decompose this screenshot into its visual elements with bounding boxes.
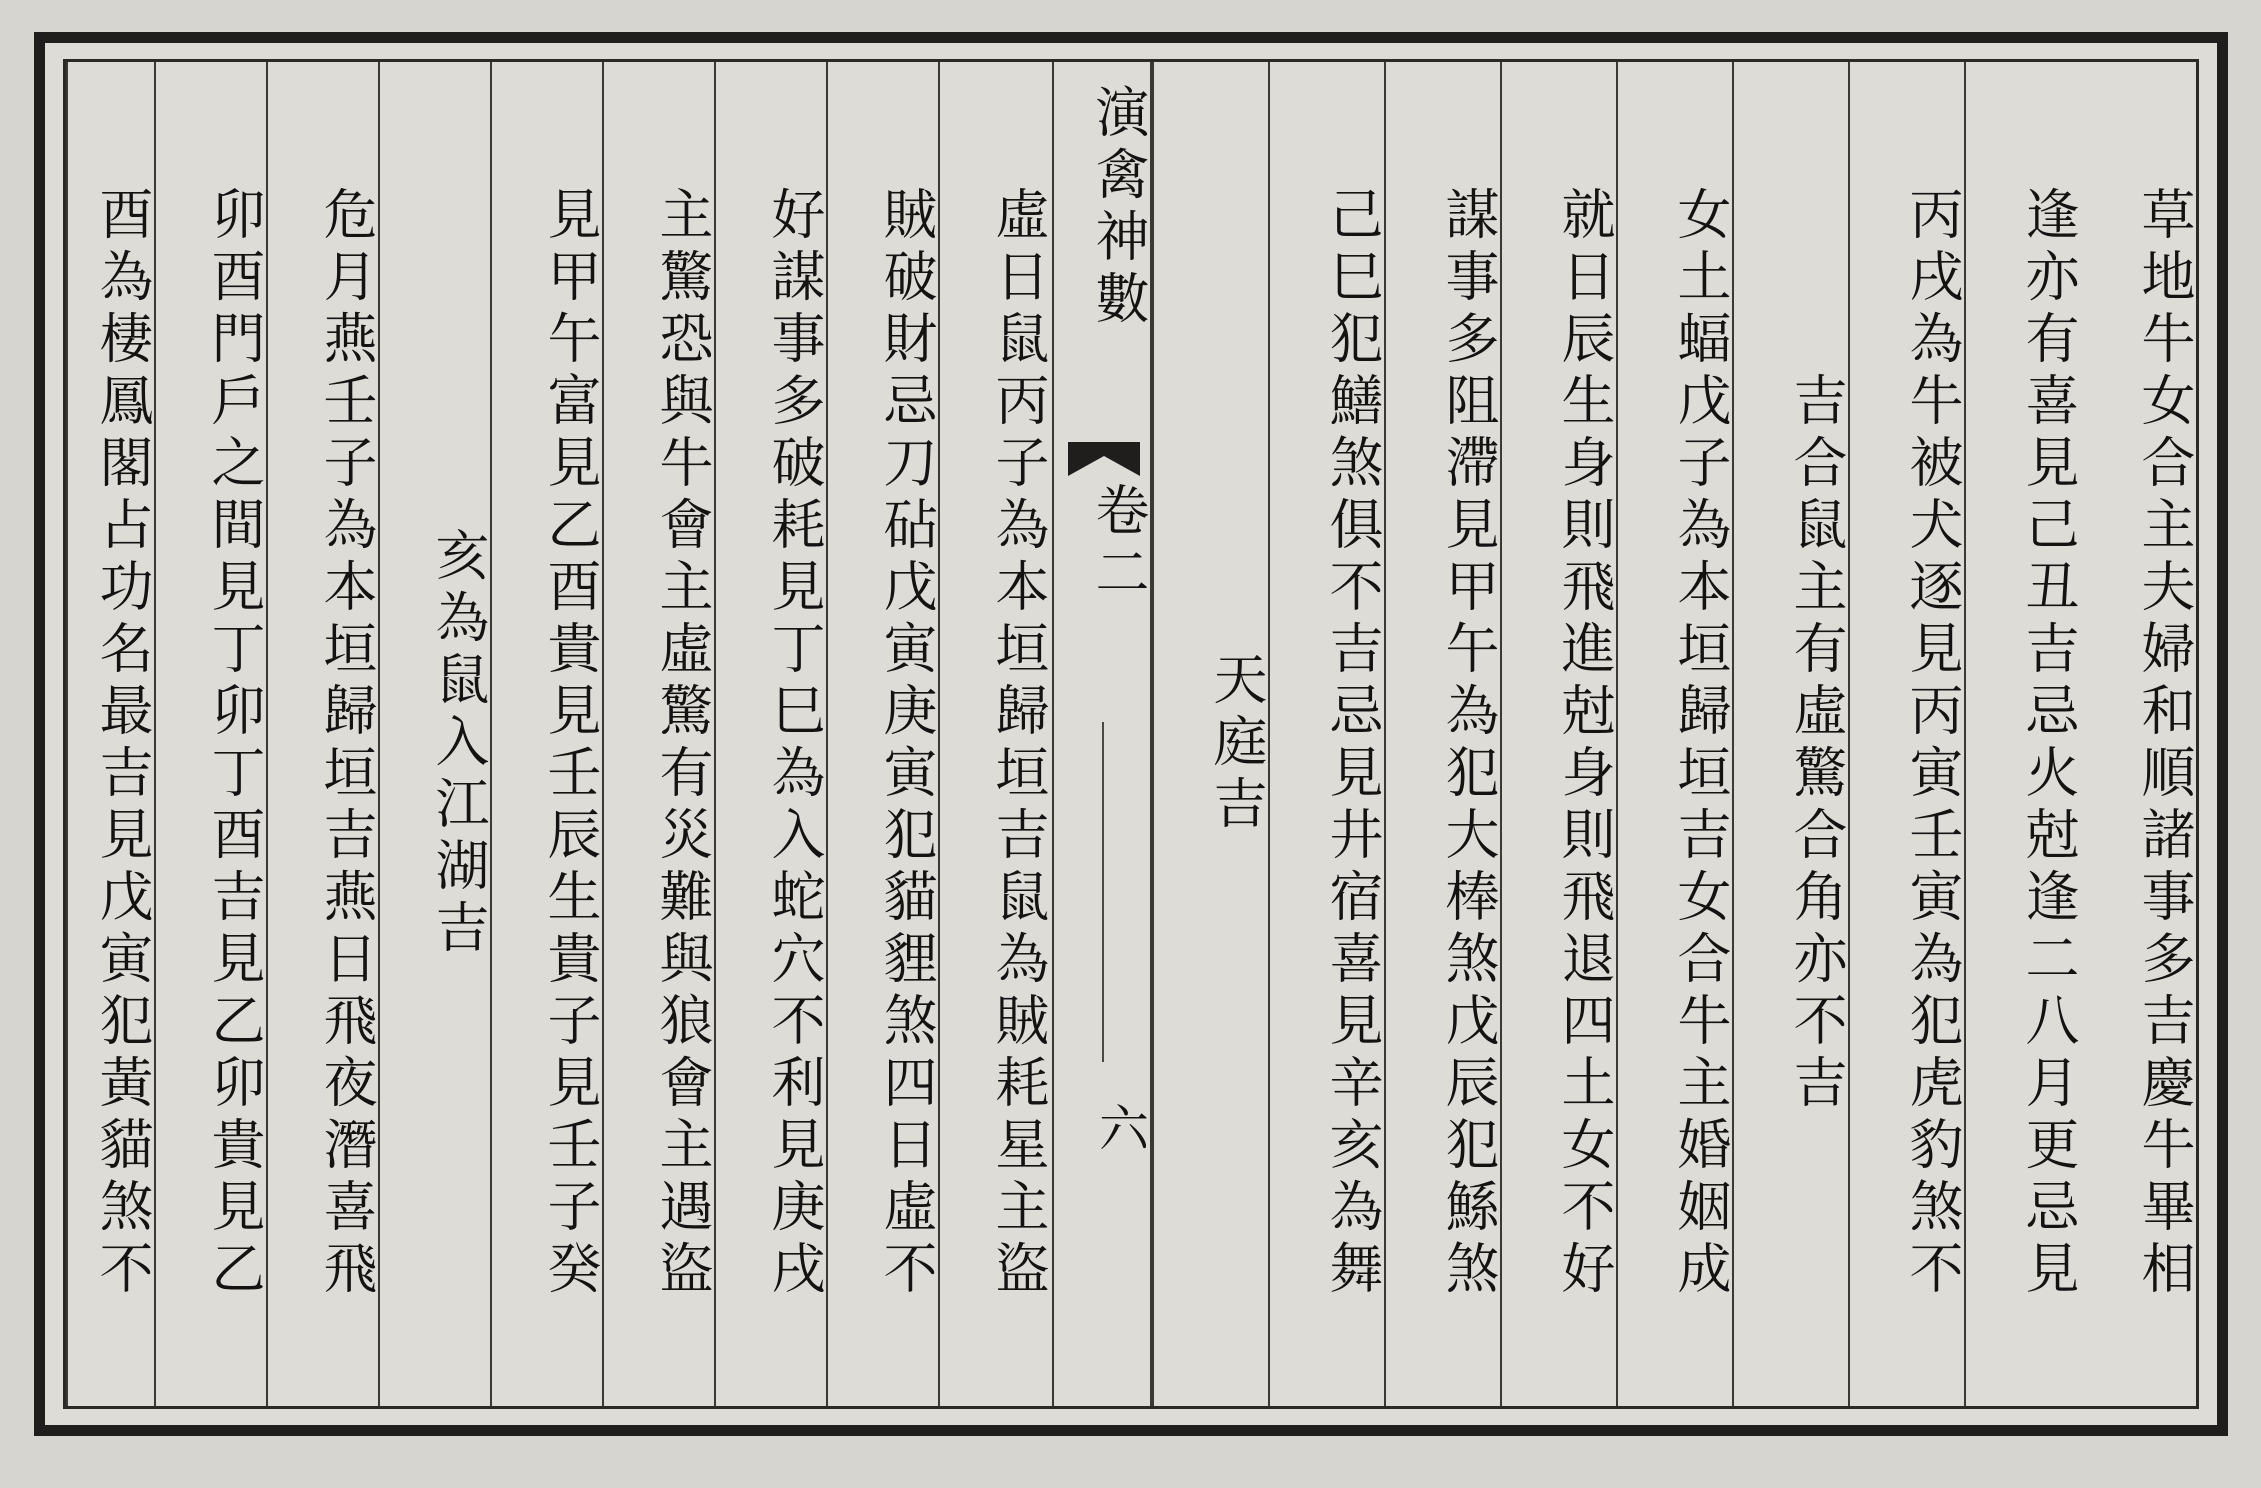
text-column-3: [1848, 62, 1964, 1406]
inner-frame: [63, 59, 2199, 1409]
book-title: 演禽神數: [1087, 84, 1150, 332]
column-text: 逢亦有喜見己丑吉忌火尅逢二八月更忌見: [2017, 186, 2080, 1302]
column-text: 賊破財忌刀砧戊寅庚寅犯貓貍煞四日虛不: [875, 186, 938, 1302]
center-column: [1052, 62, 1152, 1406]
text-column-17: [154, 62, 266, 1406]
volume-label: 卷二: [1087, 482, 1150, 606]
column-text: 就日辰生身則飛進尅身則飛退四土女不好: [1553, 186, 1616, 1302]
column-text: 女土蝠戊子為本垣歸垣吉女合牛主婚姻成: [1669, 186, 1732, 1302]
text-column-2: [1964, 62, 2080, 1406]
text-column-13: [602, 62, 714, 1406]
text-column-5: [1616, 62, 1732, 1406]
column-text: 謀事多阻滯見甲午為犯大棒煞戊辰犯鯀煞: [1437, 186, 1500, 1302]
text-column-11: [826, 62, 938, 1406]
center-rule: [1102, 722, 1104, 1062]
column-text: 危月燕壬子為本垣歸垣吉燕日飛夜潛喜飛: [315, 186, 378, 1302]
text-column-9: [1152, 62, 1268, 1406]
text-column-16: [266, 62, 378, 1406]
folio-number: 六: [1091, 1102, 1149, 1152]
text-column-8: [1268, 62, 1384, 1406]
column-text: 丙戌為牛被犬逐見丙寅壬寅為犯虎豹煞不: [1901, 186, 1964, 1302]
column-text: 好謀事多破耗見丁巳為入蛇穴不利見庚戌: [763, 186, 826, 1302]
column-text: 主驚恐與牛會主虛驚有災難與狼會主遇盜: [651, 186, 714, 1302]
column-text: 卯酉門戶之間見丁卯丁酉吉見乙卯貴見乙: [203, 186, 266, 1302]
outer-frame: [34, 32, 2228, 1436]
text-column-18: [66, 62, 154, 1406]
column-text: 天庭吉: [1205, 651, 1268, 837]
text-column-14: [490, 62, 602, 1406]
text-column-1: [2080, 62, 2196, 1406]
text-column-6: [1500, 62, 1616, 1406]
column-text: 吉合鼠主有虛驚合角亦不吉: [1785, 372, 1848, 1116]
fishtail-mark: [1068, 442, 1140, 476]
text-column-15: [378, 62, 490, 1406]
text-column-7: [1384, 62, 1500, 1406]
column-text: 己巳犯鱔煞俱不吉忌見井宿喜見辛亥為舞: [1321, 186, 1384, 1302]
column-text: 亥為鼠入江湖吉: [427, 527, 490, 961]
column-text: 草地牛女合主夫婦和順諸事多吉慶牛畢相: [2133, 186, 2196, 1302]
text-column-10: [938, 62, 1050, 1406]
text-column-12: [714, 62, 826, 1406]
text-column-4: [1732, 62, 1848, 1406]
column-text: 虛日鼠丙子為本垣歸垣吉鼠為賊耗星主盜: [987, 186, 1050, 1302]
column-text: 見甲午富見乙酉貴見壬辰生貴子見壬子癸: [539, 186, 602, 1302]
column-text: 酉為棲鳳閣占功名最吉見戊寅犯黃貓煞不: [91, 186, 154, 1302]
